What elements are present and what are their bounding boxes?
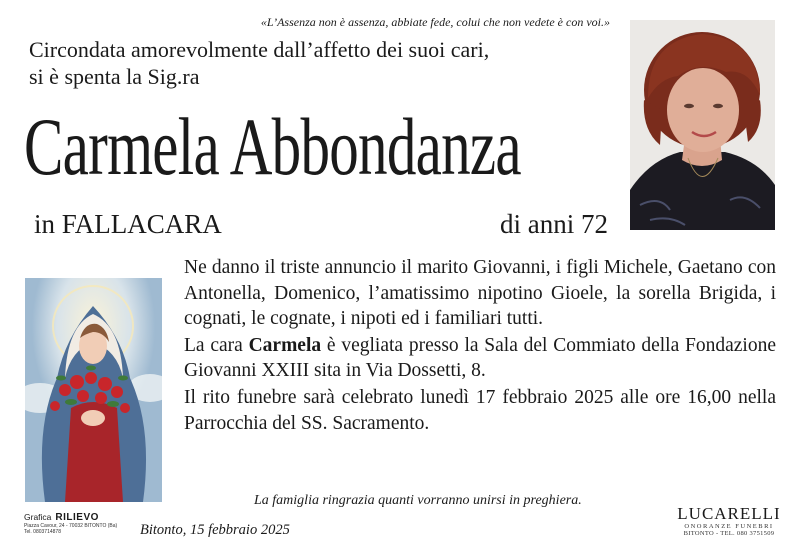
funeral-home-contact: BITONTO - TEL. 080 3751509 [683, 530, 775, 537]
wake-name: Carmela [248, 334, 322, 356]
epigraph-quote: «L’Assenza non è assenza, abbiate fede, colui che non vedete è con voi.» [260, 15, 610, 29]
age-text: di anni 72 [500, 209, 608, 239]
wake-text: è vegliata presso la Sala del Commiato della Fondazione Giovanni XXIII sita in Via Dossetti, 8. [184, 334, 776, 382]
grafica-address: Piazza Cavour, 24 - 70032 BITONTO (Ba) [24, 523, 118, 529]
funeral-home-logo [676, 504, 782, 537]
grafica-brand: RILIEVO [55, 512, 99, 523]
printer-credit [24, 512, 117, 535]
deceased-name: Carmela Abbondanza [24, 101, 521, 192]
funeral-paragraph: Il rito funebre sarà celebrato lunedì 17 febbraio 2025 alle ore 16,00 nella Parrocchia del SS. Sacramento. [184, 386, 776, 434]
intro-line-2: si è spenta la Sig.ra [29, 64, 200, 89]
wake-prefix: La cara [184, 334, 249, 356]
funeral-home-name: LUCARELLI [677, 504, 781, 523]
funeral-home-subtitle: ONORANZE FUNEBRI [684, 523, 774, 530]
wake-paragraph [184, 333, 776, 384]
announcement-body [184, 255, 776, 436]
grafica-phone: Tel. 0803714878 [24, 529, 61, 535]
grafica-label: Grafica [24, 512, 52, 522]
madonna-image [25, 278, 162, 502]
portrait-photo [630, 20, 775, 230]
place-date: Bitonto, 15 febbraio 2025 [140, 522, 290, 538]
married-name: in FALLACARA [34, 209, 222, 239]
announcement-paragraph: Ne danno il triste annuncio il marito Giovanni, i figli Michele, Gaetano con Antonella, Domenico, l’amatissimo nipotino Gioele, la sorella Brigida, i cognati, le cognate, i nipoti ed i familiari tutti. [184, 257, 776, 330]
thanks-line: La famiglia ringrazia quanti vorranno unirsi in preghiera. [254, 493, 582, 508]
intro-text [29, 36, 489, 90]
intro-line-1: Circondata amorevolmente dall’affetto dei suoi cari, [29, 37, 490, 62]
